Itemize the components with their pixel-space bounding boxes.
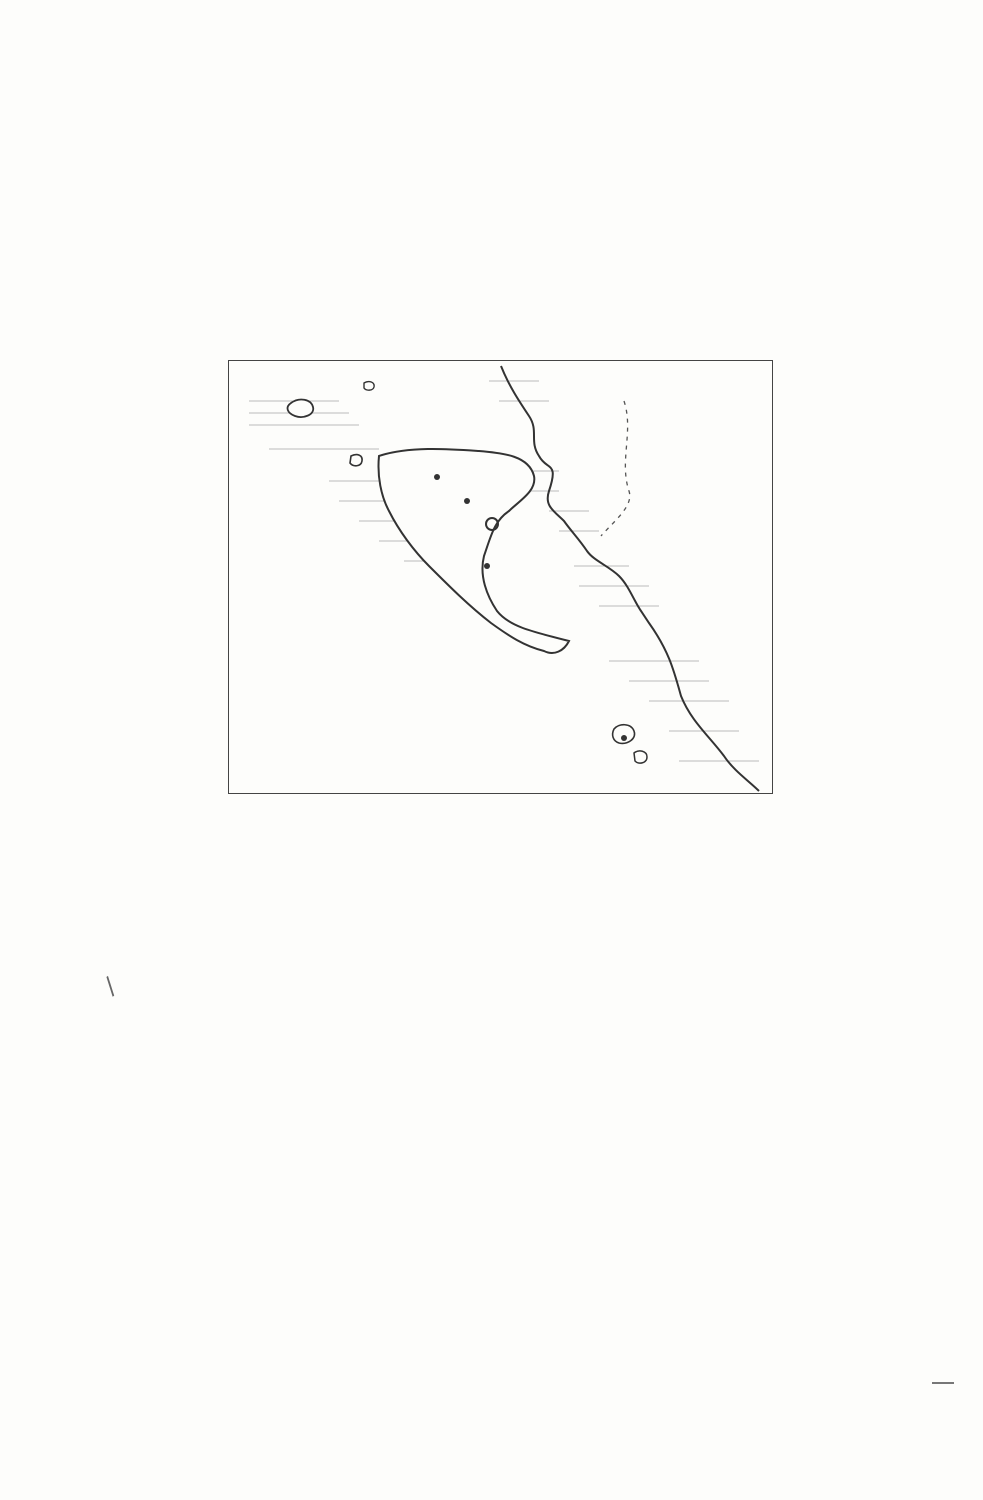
margin-tick-mark: /	[98, 972, 122, 1000]
map-figure	[228, 360, 773, 794]
antipaxoi-island-shape	[634, 751, 647, 763]
sea-hatching	[249, 381, 759, 761]
border-line	[601, 401, 630, 536]
mathraki-island-shape	[350, 455, 362, 466]
gastouri-dot	[484, 563, 490, 569]
map-drawing	[229, 361, 772, 793]
potamos-dot	[434, 474, 440, 480]
gaios-dot	[621, 735, 627, 741]
skripero-dot	[464, 498, 470, 504]
edge-line-mark	[932, 1382, 954, 1384]
corfu-island-shape	[378, 449, 569, 653]
erikoussa-island-shape	[364, 382, 374, 391]
othonoi-island-shape	[288, 400, 314, 417]
